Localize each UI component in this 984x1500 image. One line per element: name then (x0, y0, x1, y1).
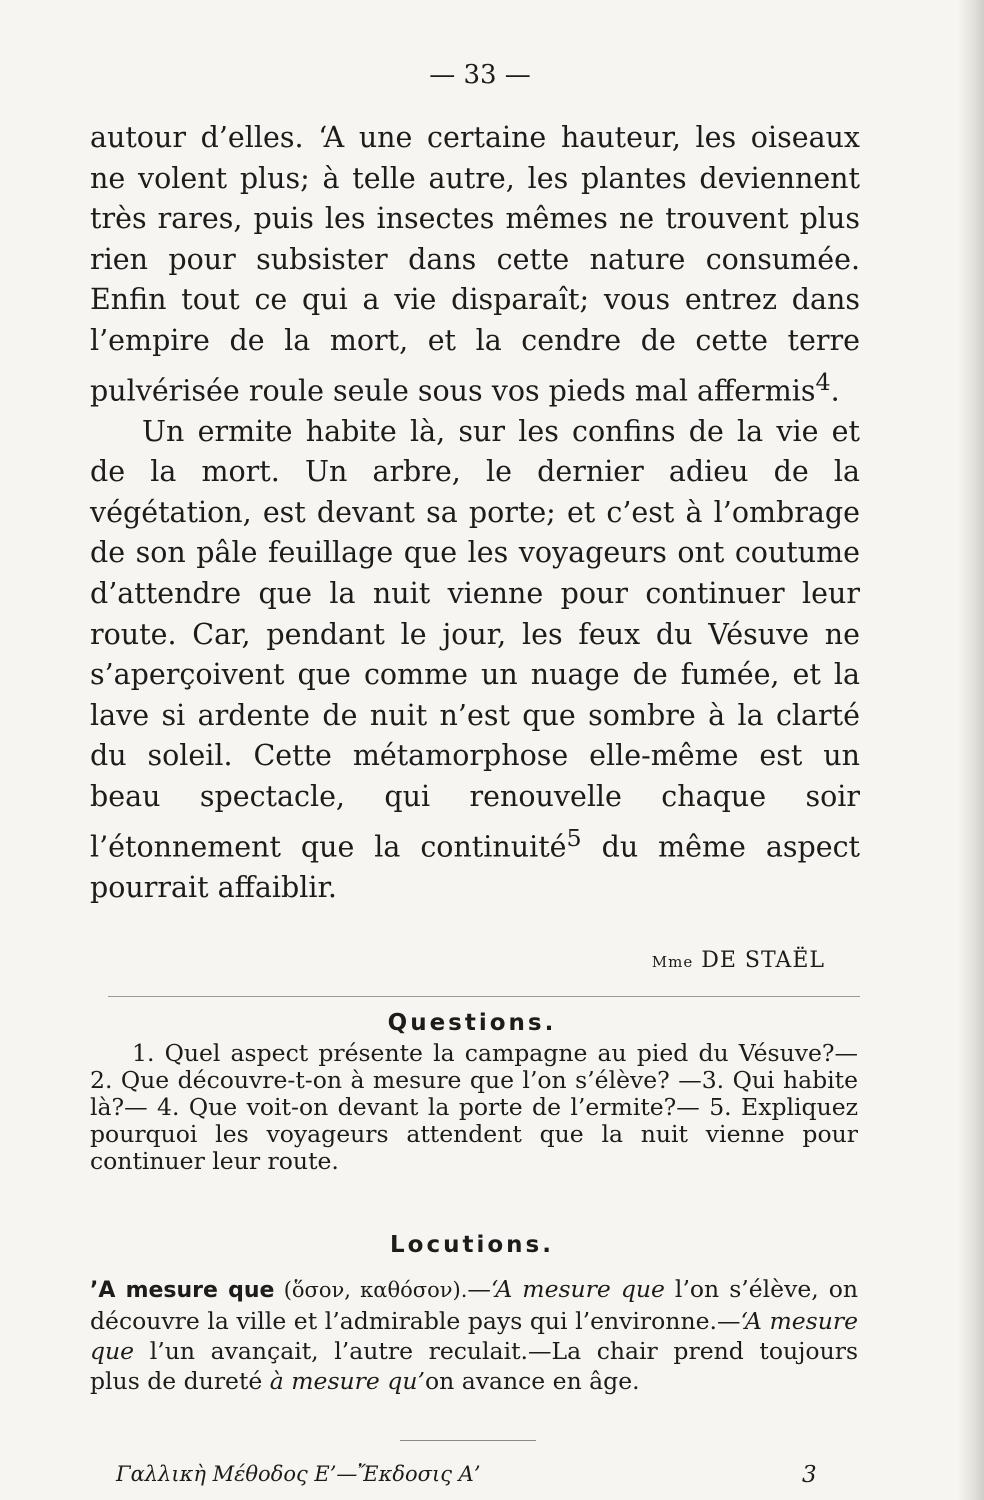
paragraph-2-text: Un ermite habite là, sur les confins de la vie et de la mort. Un arbre, le dernier adieu de la végétation, est devant sa porte; et c’est à l’ombrage de son pâle feuillage que les voyageurs ont coutume d’attendre que la nuit vienne pour continuer leur route. Car, pendant le jour, les feux du Vésuve ne s’aperçoivent que comme un nuage de fumée, et la lave si ardente de nuit n’est que sombre à la clarté du soleil. Cette métamorphose elle-même est un beau spectacle, qui renouvelle chaque soir l’étonnement que la continuité (90, 414, 860, 864)
paragraph-1 (90, 118, 860, 412)
locution-example-3-phrase: à mesure qu’ (269, 1367, 425, 1395)
footnote-mark-5: 5 (566, 823, 582, 852)
locution-term: ’A mesure que (90, 1278, 275, 1303)
footer-book-title: Γαλλικὴ Μέθοδος Ε’—Ἔκδοσις Α’ (116, 1462, 481, 1486)
page-number: — 33 — (429, 60, 531, 90)
locution-example-1-phrase: ‘A mesure que (490, 1275, 665, 1303)
footer-signature-mark: 3 (802, 1462, 817, 1488)
main-text (90, 118, 860, 908)
locution-example-1-text: l’on s’élève, on découvre la ville et l’admirable pays qui l’environne.— (90, 1275, 859, 1335)
footnote-mark-4: 4 (815, 367, 831, 396)
author-signature (560, 948, 825, 973)
locution-example-2-text: l’un avançait, l’autre reculait.—La chair prend toujours plus de dureté (90, 1337, 858, 1395)
section-divider (108, 996, 860, 997)
questions-heading: Questions. (387, 1010, 557, 1036)
locution-example-2-phrase: ‘A mesure que (90, 1307, 858, 1365)
locutions-heading: Locutions. (390, 1232, 554, 1258)
questions-text: 1. Quel aspect présente la campagne au pied du Vésuve?— 2. Que découvre-t-on à mesure que l’on s’élève? —3. Qui habite là?— 4. Que voit-on devant la porte de l’ermite?— 5. Expliquez pourquoi les voyageurs attendent que la nuit vienne pour continuer leur route. (90, 1039, 858, 1175)
paragraph-1-text: autour d’elles. ‘A une certaine hauteur, les oiseaux ne volent plus; à telle autre, les plantes deviennent très rares, puis les insectes mêmes ne trouvent plus rien pour subsister dans cette nature consumée. Enfin tout ce qui a vie disparaît; vous entrez dans l’empire de la mort, et la cendre de cette terre pulvérisée roule seule sous vos pieds mal affermis (90, 121, 860, 408)
author-title: Mme (651, 953, 694, 971)
footer-rule (400, 1440, 536, 1441)
locution-dash: — (467, 1275, 491, 1303)
paragraph-2 (90, 412, 860, 909)
author-name: DE STAËL (693, 948, 825, 973)
paragraph-1-end: . (830, 374, 840, 408)
locutions-text (90, 1274, 858, 1396)
paragraph-2-text-end: du même aspect pourrait affaiblir. (90, 830, 860, 904)
page-edge-shadow (958, 0, 984, 1500)
locution-greek-translation: (ὅσον, καθόσον). (274, 1278, 468, 1302)
locution-example-3-text: on avance en âge. (424, 1367, 640, 1395)
